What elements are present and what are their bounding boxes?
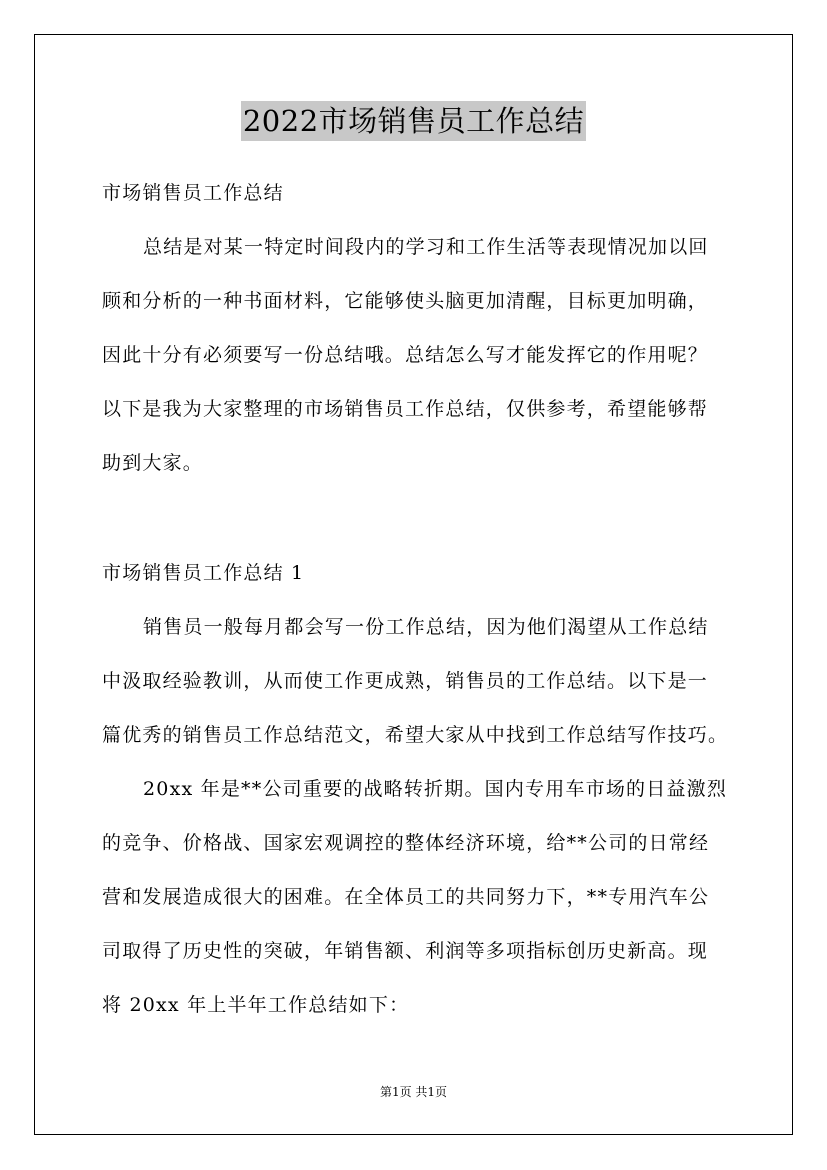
intro-line-3: 因此十分有必须要写一份总结哦。总结怎么写才能发挥它的作用呢？ (102, 344, 709, 366)
section1-para2-line-4: 司取得了历史性的突破，年销售额、利润等多项指标创历史新高。现 (102, 940, 709, 962)
document-title: 2022市场销售员工作总结 (241, 101, 586, 141)
section1-para1-line-3: 篇优秀的销售员工作总结范文，希望大家从中找到工作总结写作技巧。 (102, 724, 729, 746)
section1-para1-line-2: 中汲取经验教训，从而使工作更成熟，销售员的工作总结。以下是一 (102, 670, 709, 692)
intro-line-2: 顾和分析的一种书面材料，它能够使头脑更加清醒，目标更加明确， (102, 290, 709, 312)
intro-line-1: 总结是对某一特定时间段内的学习和工作生活等表现情况加以回 (143, 236, 709, 258)
section1-para2-line-2: 的竞争、价格战、国家宏观调控的整体经济环境，给**公司的日常经 (102, 832, 710, 854)
intro-line-5: 助到大家。 (102, 452, 204, 474)
section1-para2-line-1: 20xx 年是**公司重要的战略转折期。国内专用车市场的日益激烈 (143, 778, 728, 800)
intro-line-4: 以下是我为大家整理的市场销售员工作总结，仅供参考，希望能够帮 (102, 398, 709, 420)
section1-heading: 市场销售员工作总结 1 (102, 562, 305, 584)
title-container (0, 101, 827, 141)
section1-para2-line-5: 将 20xx 年上半年工作总结如下： (102, 994, 410, 1016)
page-footer: 第1页 共1页 (379, 1085, 448, 1099)
section1-para2-line-3: 营和发展造成很大的困难。在全体员工的共同努力下，**专用汽车公 (102, 886, 710, 908)
section1-para1-line-1: 销售员一般每月都会写一份工作总结，因为他们渴望从工作总结 (143, 616, 709, 638)
main-heading: 市场销售员工作总结 (102, 182, 284, 204)
